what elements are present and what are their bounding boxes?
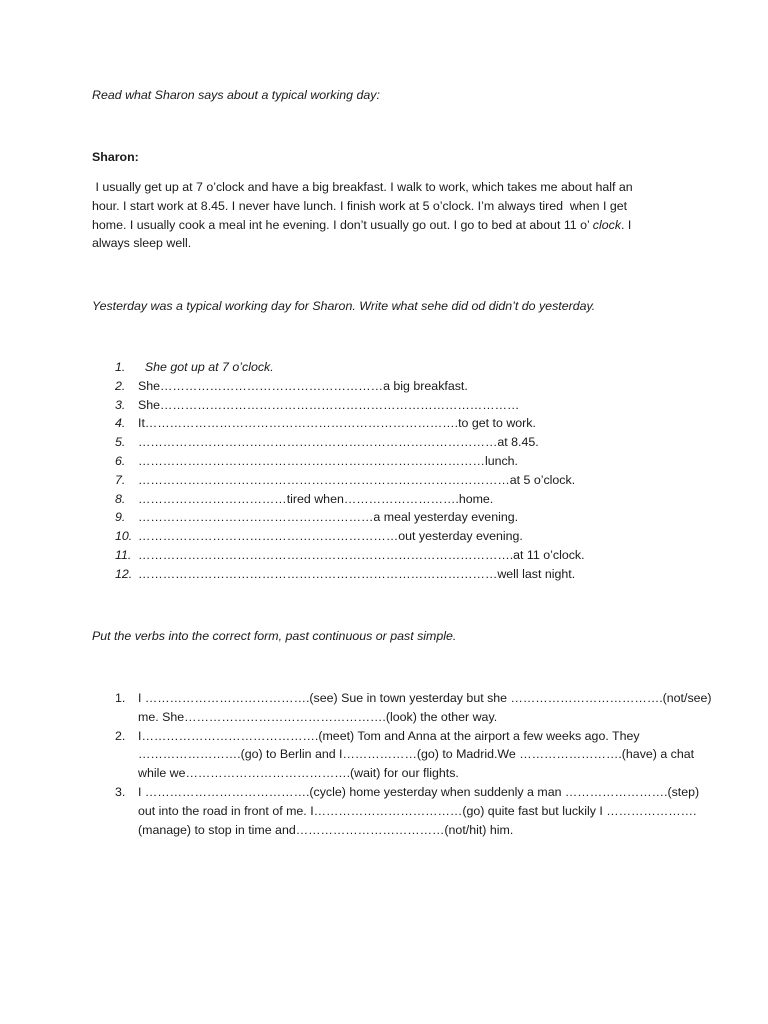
passage-line: hour. I start work at 8.45. I never have lunch. I finish work at 5 o’clock. I’m always tired when I get	[92, 198, 628, 213]
task2-instruction: Put the verbs into the correct form, past continuous or past simple.	[92, 629, 457, 643]
list-item	[92, 471, 692, 490]
item-text: ………………………………………………………………………………at 5 o’clock.	[138, 472, 576, 487]
item-line: I…………………………………….(meet) Tom and Anna at the airport a few weeks ago. They	[138, 728, 640, 743]
item-text: She got up at 7 o’clock.	[138, 360, 274, 374]
list-item	[92, 396, 692, 415]
list-item	[92, 452, 692, 471]
item-line: …………………….(go) to Berlin and I………………(go) to Madrid.We …………………….(have) a chat	[138, 747, 695, 762]
item-text: ……………………………………………………………………………….at 11 o’clock.	[138, 547, 585, 562]
item-line: I ………………………………….(see) Sue in town yesterday but she ……………………………….(not/see)	[138, 691, 712, 705]
item-line: while we………………………………….(wait) for our flights.	[138, 766, 459, 781]
item-number: 8.	[115, 491, 126, 506]
item-number: 3.	[115, 397, 126, 412]
item-line: out into the road in front of me. I………………………………(go) quite fast but luckily I ………………….	[138, 803, 697, 818]
item-text: ………………………………tired when……………………….home.	[138, 491, 494, 506]
passage-line: always sleep well.	[92, 236, 192, 251]
exercise1-list	[92, 358, 692, 584]
item-number: 1.	[115, 360, 126, 374]
item-number: 12.	[115, 566, 133, 581]
item-number: 6.	[115, 453, 126, 468]
item-number: 2.	[115, 728, 126, 743]
item-text: She……………………………………………………………………………	[138, 397, 520, 412]
passage-line: I usually get up at 7 o’clock and have a big breakfast. I walk to work, which takes me about half an	[92, 180, 633, 194]
list-item	[92, 508, 692, 527]
passage-line-text: home. I usually cook a meal int he evening. I don’t usually go out. I go to bed at about 11 o’	[92, 217, 593, 232]
item-number: 9.	[115, 510, 126, 525]
item-text: It………………………………………………………………….to get to work.	[138, 416, 536, 431]
intro-instruction: Read what Sharon says about a typical working day:	[92, 88, 380, 102]
item-line: me. She………………………………………….(look) the other way.	[138, 709, 498, 724]
list-item	[92, 433, 692, 452]
item-number: 3.	[115, 784, 126, 799]
item-number: 1.	[115, 691, 126, 705]
item-text: ……………………………………………………………………………well last night.	[138, 566, 576, 581]
sharon-passage	[92, 178, 692, 253]
passage-line	[92, 216, 692, 235]
item-line: (manage) to stop in time and………………………………(not/hit) him.	[138, 822, 514, 837]
list-item	[92, 527, 692, 546]
item-text: …………………………………………………a meal yesterday evening.	[138, 510, 519, 525]
list-item	[92, 727, 695, 783]
item-number: 2.	[115, 378, 126, 393]
list-item	[92, 377, 692, 396]
item-text: …………………………………………………………………………lunch.	[138, 453, 519, 468]
list-item	[92, 546, 692, 565]
item-text: ………………………………………………………out yesterday evening.	[138, 529, 523, 544]
item-line: I ………………………………….(cycle) home yesterday when suddenly a man …………………….(step)	[138, 784, 700, 799]
item-text: ……………………………………………………………………………at 8.45.	[138, 435, 539, 450]
list-item	[92, 490, 692, 509]
item-number: 7.	[115, 472, 126, 487]
item-text: She………………………………………………a big breakfast.	[138, 378, 468, 393]
list-item	[92, 689, 712, 727]
list-item	[92, 565, 692, 584]
item-number: 11.	[115, 547, 132, 562]
list-item	[92, 358, 692, 377]
task1-instruction: Yesterday was a typical working day for Sharon. Write what sehe did od didn’t do yesterday.	[92, 299, 596, 313]
exercise2-list	[92, 689, 712, 839]
item-number: 4.	[115, 416, 126, 431]
passage-italic-word: clock	[592, 217, 622, 232]
list-item	[92, 783, 700, 839]
speaker-label: Sharon:	[92, 150, 139, 164]
list-item	[92, 414, 692, 433]
item-number: 10.	[115, 529, 133, 544]
passage-line-tail: . I	[621, 217, 632, 232]
item-number: 5.	[115, 435, 126, 450]
